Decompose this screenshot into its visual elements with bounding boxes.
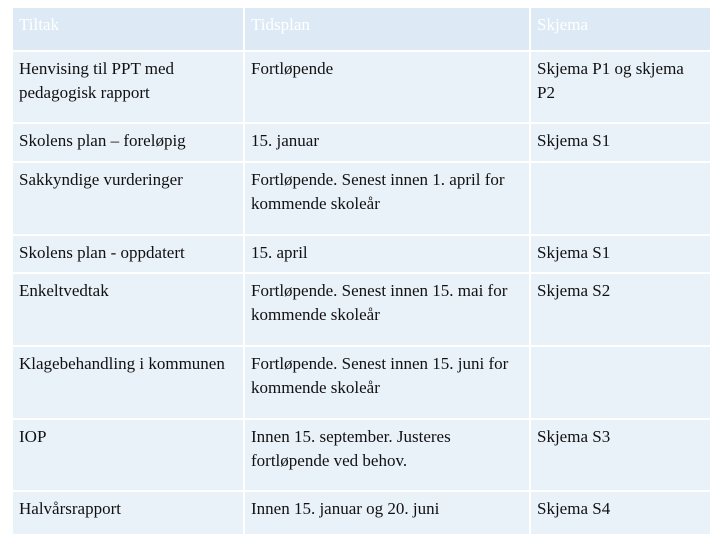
cell-skjema: Skjema S1 [530, 235, 711, 273]
cell-skjema [530, 162, 711, 235]
cell-tiltak: Sakkyndige vurderinger [12, 162, 244, 235]
cell-skjema: Skjema S3 [530, 419, 711, 491]
cell-tidsplan: Fortløpende. Senest innen 15. mai for kommende skoleår [244, 273, 530, 346]
cell-tiltak: Halvårsrapport [12, 491, 244, 535]
table-row [12, 123, 711, 162]
cell-tidsplan: Fortløpende. Senest innen 1. april for kommende skoleår [244, 162, 530, 235]
cell-tiltak: Skolens plan – foreløpig [12, 123, 244, 162]
table-row [12, 419, 711, 491]
schedule-table-container [11, 6, 710, 536]
cell-tidsplan: Innen 15. januar og 20. juni [244, 491, 530, 535]
header-skjema: Skjema [530, 7, 711, 51]
table-row [12, 346, 711, 419]
header-row [12, 7, 711, 51]
cell-tidsplan: Fortløpende [244, 51, 530, 123]
cell-tidsplan: Fortløpende. Senest innen 15. juni for kommende skoleår [244, 346, 530, 419]
cell-tiltak: Klagebehandling i kommunen [12, 346, 244, 419]
cell-tiltak: Henvising til PPT med pedagogisk rapport [12, 51, 244, 123]
cell-tidsplan: 15. januar [244, 123, 530, 162]
cell-skjema [530, 346, 711, 419]
cell-skjema: Skjema S1 [530, 123, 711, 162]
header-tiltak: Tiltak [12, 7, 244, 51]
table-row [12, 51, 711, 123]
cell-tiltak: Skolens plan - oppdatert [12, 235, 244, 273]
cell-tiltak: Enkeltvedtak [12, 273, 244, 346]
table-row [12, 162, 711, 235]
cell-tiltak: IOP [12, 419, 244, 491]
table-row [12, 273, 711, 346]
table-row [12, 235, 711, 273]
cell-tidsplan: Innen 15. september. Justeres fortløpende ved behov. [244, 419, 530, 491]
cell-skjema: Skjema P1 og skjema P2 [530, 51, 711, 123]
cell-tidsplan: 15. april [244, 235, 530, 273]
cell-skjema: Skjema S2 [530, 273, 711, 346]
table-row [12, 491, 711, 535]
cell-skjema: Skjema S4 [530, 491, 711, 535]
schedule-table [11, 6, 712, 536]
header-tidsplan: Tidsplan [244, 7, 530, 51]
